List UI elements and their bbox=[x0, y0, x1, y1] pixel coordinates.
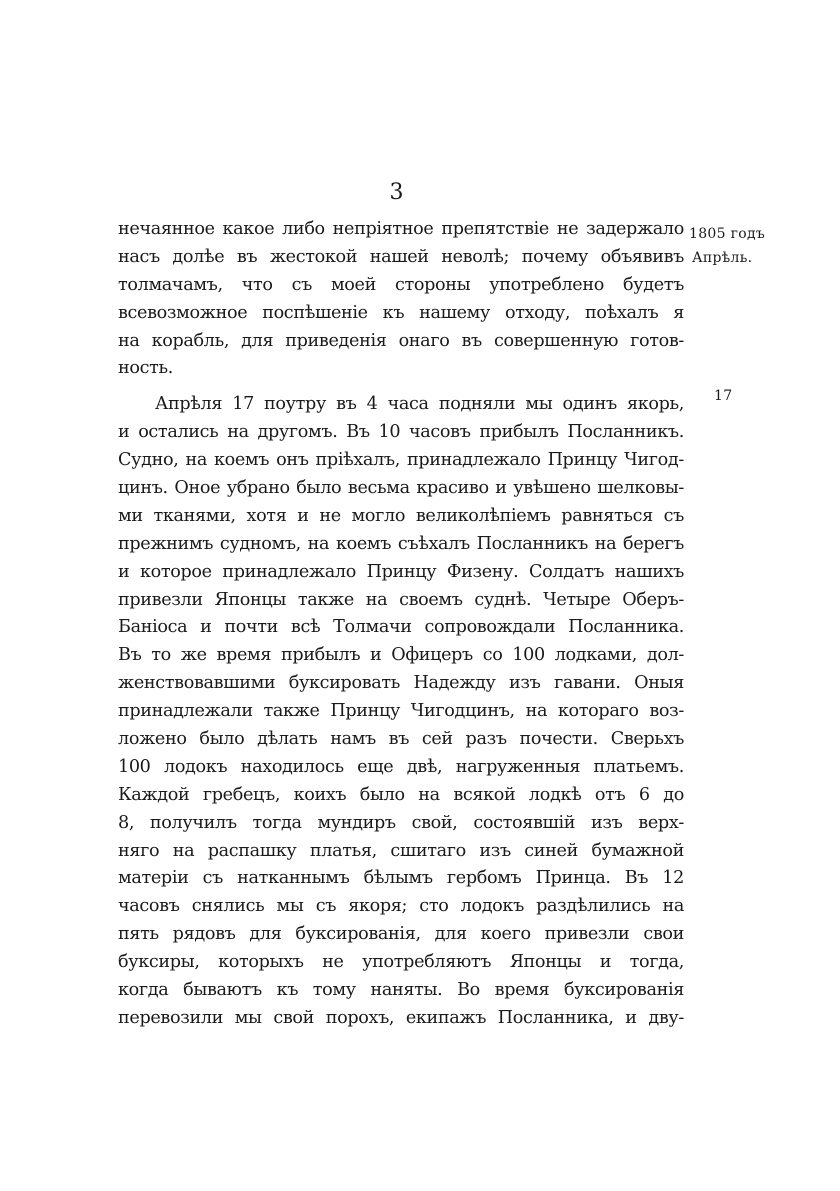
text-line: Баніоса и почти всѣ Толмачи сопровождали Посланника. bbox=[118, 617, 684, 638]
text-line: Каждой гребецъ, коихъ было на всякой лодкѣ отъ 6 до bbox=[118, 784, 684, 805]
text-line: прежнимъ судномъ, на коемъ съѣхалъ Посланникъ на берегъ bbox=[118, 533, 684, 554]
text-line: перевозили мы свой порохъ, екипажъ Посланника, и дву- bbox=[118, 1007, 684, 1028]
text-line: цинъ. Оное убрано было весьма красиво и увѣшено шелковы- bbox=[118, 478, 684, 499]
main-text bbox=[118, 216, 684, 1033]
text-line: и которое принадлежало Принцу Физену. Солдатъ нашихъ bbox=[118, 561, 684, 582]
text-line: всевозможное поспѣшеніе къ нашему отходу, поѣхалъ я bbox=[118, 302, 684, 323]
margin-note-year: 1805 годъ bbox=[689, 226, 766, 242]
text-line: часовъ снялись мы съ якоря; сто лодокъ раздѣлились на bbox=[118, 896, 684, 917]
text-line: и остались на другомъ. Въ 10 часовъ прибылъ Посланникъ. bbox=[118, 422, 684, 443]
text-line: ность. bbox=[118, 358, 173, 379]
page-number: 3 bbox=[389, 180, 404, 205]
paragraph-gap bbox=[118, 383, 684, 391]
margin-note-month: Апрѣль. bbox=[692, 250, 753, 266]
text-line: когда бываютъ къ тому наняты. Во время буксированія bbox=[118, 980, 684, 1001]
text-line: пять рядовъ для буксированія, для коего привезли свои bbox=[118, 924, 684, 945]
text-line: 100 лодокъ находилось еще двѣ, нагруженныя платьемъ. bbox=[118, 756, 684, 777]
text-line: женствовавшими буксировать Надежду изъ гавани. Оныя bbox=[118, 673, 684, 694]
text-line: привезли Японцы также на своемъ суднѣ. Четыре Оберъ- bbox=[118, 589, 684, 610]
text-line: принадлежали также Принцу Чигодцинъ, на котораго воз- bbox=[118, 701, 684, 722]
text-line: буксиры, которыхъ не употребляютъ Японцы и тогда, bbox=[118, 952, 684, 973]
text-line: Въ то же время прибылъ и Офицеръ со 100 лодками, дол- bbox=[118, 645, 684, 666]
text-line: Апрѣля 17 поутру въ 4 часа подняли мы одинъ якорь, bbox=[155, 394, 684, 415]
text-line: ложено было дѣлать намъ въ сей разъ почести. Сверьхъ bbox=[118, 729, 684, 750]
text-line: 8, получилъ тогда мундиръ свой, состоявшій изъ верх- bbox=[118, 812, 684, 833]
text-line: толмачамъ, что съ моей стороны употреблено будетъ bbox=[118, 274, 684, 295]
text-line: матеріи съ натканнымъ бѣлымъ гербомъ Принца. Въ 12 bbox=[118, 868, 684, 889]
text-line: ми тканями, хотя и не могло великолѣпіемъ равняться съ bbox=[118, 505, 684, 526]
text-line: на корабль, для приведенія онаго въ совершенную готов- bbox=[118, 330, 684, 351]
text-line: няго на распашку платья, сшитаго изъ синей бумажной bbox=[118, 840, 684, 861]
text-line: нечаянное какое либо непріятное препятствіе не задержало bbox=[118, 219, 684, 239]
text-line: насъ долѣе въ жестокой нашей неволѣ; почему объявивъ bbox=[118, 246, 684, 267]
margin-note-day: 17 bbox=[714, 388, 733, 404]
text-line: Судно, на коемъ онъ пріѣхалъ, принадлежало Принцу Чигод- bbox=[118, 450, 684, 471]
